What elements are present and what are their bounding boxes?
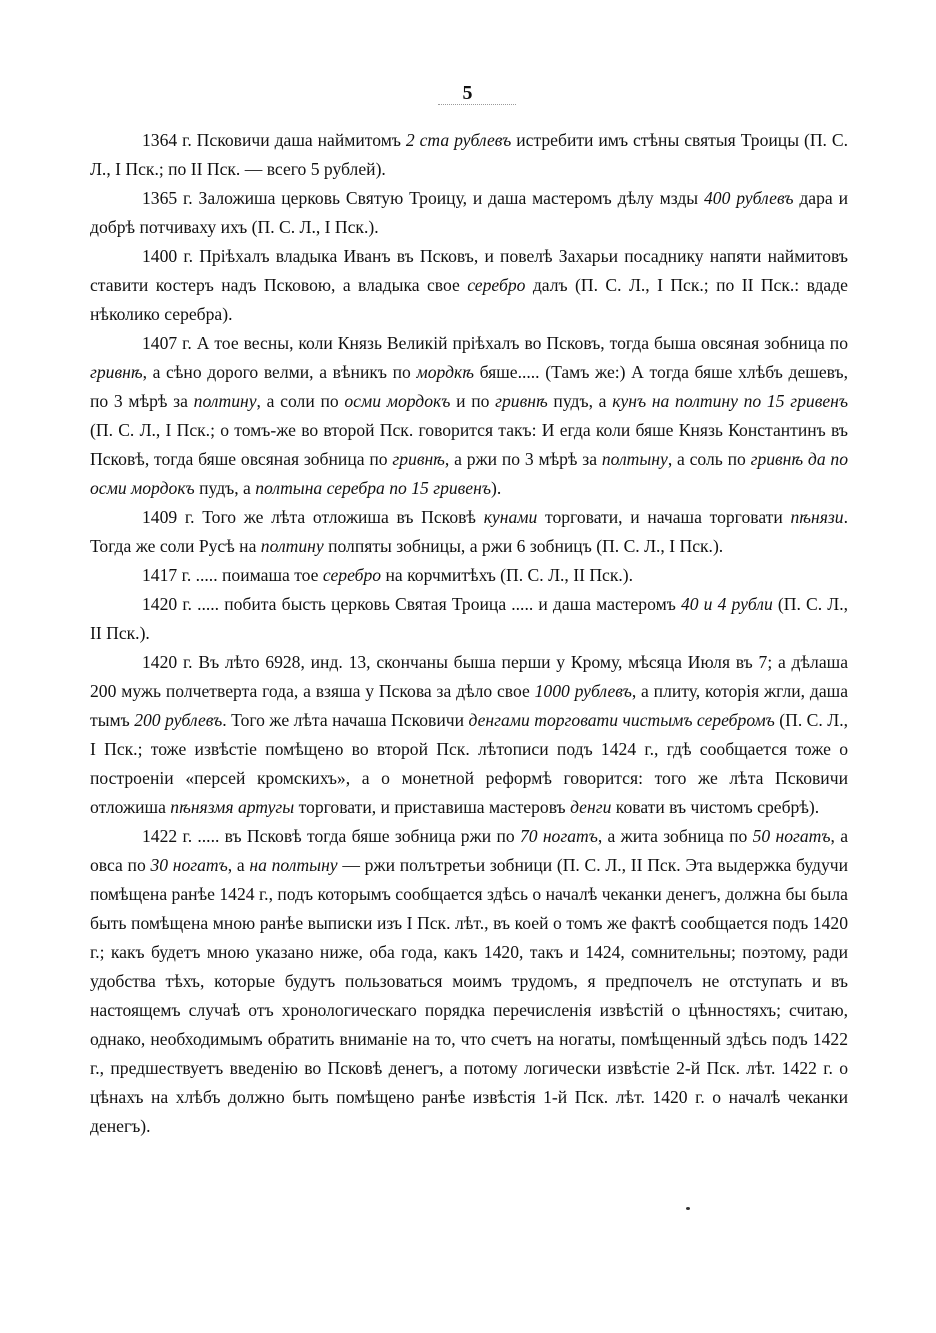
text-run: 1420 г. ..... побита бысть церковь Святая Троица ..... и даша мастеромъ: [142, 594, 681, 614]
italic-run: 2 ста рублевъ: [405, 130, 512, 150]
italic-run: гривнѣ: [495, 391, 548, 411]
italic-run: пѣнязмя артугы: [170, 797, 295, 817]
italic-run: кунъ на полтину по 15 гривенъ: [612, 391, 848, 411]
text-run: , а: [227, 855, 250, 875]
paragraph-1407: [90, 329, 848, 503]
paragraph-1417: [90, 561, 848, 590]
text-run: (П. С. Л., I Пск.; о томъ-же во второй Пск. говорится такъ: И егда коли бяше Князь Константинъ въ Псковѣ, тогда бяше овсяная зобница по: [90, 420, 848, 469]
italic-run: 40 и 4 рубли: [680, 594, 773, 614]
paragraph-1400: [90, 242, 848, 329]
text-run: торговати, и начаша торговати: [537, 507, 791, 527]
paragraph-1409: [90, 503, 848, 561]
paragraph-1420-church: [90, 590, 848, 648]
text-run: на корчмитѣхъ (П. С. Л., II Пск.).: [381, 565, 634, 585]
italic-run: 50 ногатъ: [752, 826, 831, 846]
italic-run: осми мордокъ: [344, 391, 451, 411]
text-run: 1407 г. А тое весны, коли Князь Великій пріѣхалъ во Псковъ, тогда быша овсяная зобница по: [142, 333, 848, 353]
text-run: далъ (П. С. Л., I Пск.; по II Пск.: вдаде нѣколико серебра).: [90, 275, 848, 324]
text-run: полпяты зобницы, а ржи 6 зобницъ (П. С. Л., I Пск.).: [323, 536, 724, 556]
italic-run: серебро: [467, 275, 526, 295]
text-run: и по: [450, 391, 496, 411]
paragraph-1420-kremlin: [90, 648, 848, 822]
italic-run: полтину: [260, 536, 324, 556]
text-run: . Того же лѣта начаша Псковичи: [222, 710, 469, 730]
text-run: ).: [490, 478, 502, 498]
italic-run: 30 ногатъ: [150, 855, 228, 875]
text-run: , а овса по: [90, 826, 849, 875]
text-run: торговати, и приставиша мастеровъ: [294, 797, 571, 817]
italic-run: гривнѣ да по осми мордокъ: [90, 449, 849, 498]
text-run: истребити имъ стѣны святыя Троицы (П. С. Л., I Пск.; по II Пск. — всего 5 рублей).: [90, 130, 848, 179]
text-run: дара и добрѣ потчиваху ихъ (П. С. Л., I Пск.).: [90, 188, 848, 237]
page-number: 5: [462, 82, 474, 104]
text-run: 1364 г. Псковичи даша наймитомъ: [142, 130, 406, 150]
italic-run: гривнѣ: [392, 449, 445, 469]
italic-run: полтыну: [601, 449, 668, 469]
italic-run: 1000 рублевъ: [534, 681, 632, 701]
text-run: , а соли по: [256, 391, 345, 411]
page-number-rule: [438, 104, 516, 105]
text-run: пудъ, а: [547, 391, 613, 411]
text-run: , а сѣно дорого велми, а вѣникъ по: [142, 362, 417, 382]
text-run: 1400 г. Пріѣхалъ владыка Иванъ въ Псковъ, и повелѣ Захарьи посаднику напяти наймитовъ ставити костеръ надъ Псковою, а владыка свое: [90, 246, 848, 295]
paragraph-1365: [90, 184, 848, 242]
paragraph-1422: [90, 822, 848, 1141]
italic-run: полтына серебра по 15 гривенъ: [255, 478, 491, 498]
text-run: 1420 г. Въ лѣто 6928, инд. 13, скончаны быша перши у Крому, мѣсяца Июля въ 7; а дѣлаша 200 мужь полчетверта года, а взяша у Пскова за дѣло свое: [90, 652, 848, 701]
text-run: 1422 г. ..... въ Псковѣ тогда бяше зобница ржи по: [142, 826, 520, 846]
text-run: , а жита зобница по: [597, 826, 753, 846]
italic-run: денги: [570, 797, 612, 817]
text-run: пудъ, а: [194, 478, 256, 498]
text-run: . Тогда же соли Русѣ на: [90, 507, 848, 556]
scan-speck: [686, 1207, 690, 1210]
italic-run: гривнѣ: [90, 362, 143, 382]
italic-run: мордкѣ: [416, 362, 474, 382]
italic-run: на полтыну: [249, 855, 338, 875]
italic-run: кунами: [483, 507, 538, 527]
italic-run: денгами торговати чистымъ серебромъ: [468, 710, 775, 730]
text-body: [90, 126, 848, 1141]
text-run: , а плиту, которія жгли, даша тымъ: [90, 681, 849, 730]
italic-run: полтину: [193, 391, 257, 411]
text-run: 1365 г. Заложиша церковь Святую Троицу, и даша мастеромъ дѣлу мзды: [142, 188, 704, 208]
italic-run: 400 рублевъ: [703, 188, 794, 208]
text-run: ковати въ чистомъ сребрѣ).: [611, 797, 820, 817]
text-run: (П. С. Л., II Пск.).: [90, 594, 849, 643]
italic-run: пѣнязи: [790, 507, 844, 527]
text-run: бяше..... (Тамъ же:) А тогда бяше хлѣбъ дешевъ, по 3 мѣрѣ за: [90, 362, 848, 411]
text-run: (П. С. Л., I Пск.; тоже извѣстіе помѣщено во второй Пск. лѣтописи подъ 1424 г., гдѣ сообщается тоже о построеніи «персей кромскихъ», а о монетной реформѣ говорится: того же лѣта Псковичи отложиша: [90, 710, 848, 817]
text-run: — ржи полътретьи зобници (П. С. Л., II Пск. Эта выдержка будучи помѣщена ранѣе 1424 г., подъ которымъ сообщается здѣсь о началѣ чеканки денегъ, должна бы была быть помѣщена мною ранѣе выписки изъ I Пск. лѣт., въ коей о томъ же фактѣ сообщается подъ 1420 г.; какъ будетъ мною указано ниже, оба года, какъ 1420, такъ и 1424, сомнительны; поэтому, ради удобства тѣхъ, которые будутъ пользоваться моимъ трудомъ, я предпочелъ не отступать и въ настоящемъ случаѣ отъ хронологическаго порядка перечисленія извѣстій о цѣнностяхъ; считаю, однако, необходимымъ обратить вниманіе на то, что счетъ на ногаты, помѣщенный здѣсь подъ 1422 г., предшествуетъ введенію во Псковѣ денегъ, а потому логически извѣстіе 2-й Пск. лѣт. 1422 г. о цѣнахъ на хлѣбъ должно быть помѣщено ранѣе извѣстія 1-й Пск. лѣт. 1420 г. о началѣ чеканки денегъ).: [90, 855, 848, 1136]
text-run: , а ржи по 3 мѣрѣ за: [444, 449, 602, 469]
italic-run: 200 рублевъ: [134, 710, 223, 730]
text-run: 1417 г. ..... поимаша тое: [142, 565, 323, 585]
italic-run: 70 ногатъ: [519, 826, 598, 846]
text-run: 1409 г. Того же лѣта отложиша въ Псковѣ: [142, 507, 484, 527]
paragraph-1364: [90, 126, 848, 184]
italic-run: серебро: [322, 565, 382, 585]
text-run: , а соль по: [667, 449, 751, 469]
